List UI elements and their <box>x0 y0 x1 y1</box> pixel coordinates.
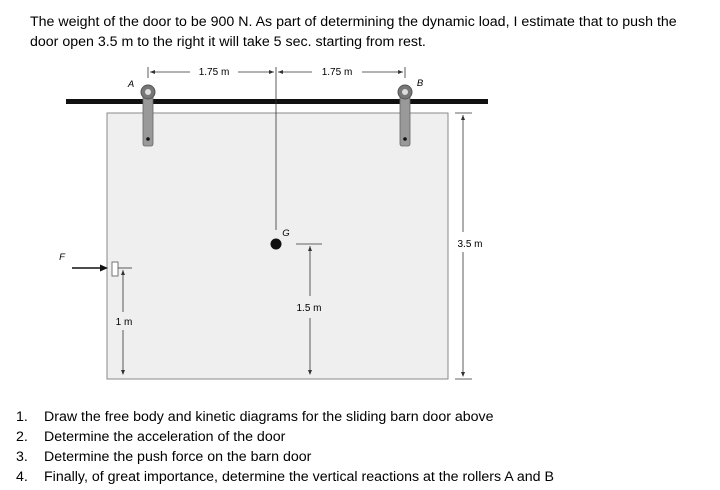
question-text: Draw the free body and kinetic diagrams for the sliding barn door above <box>44 409 494 425</box>
problem-line-2: door open 3.5 m to the right it will take 5 sec. starting from rest. <box>30 34 426 50</box>
force-height-label: 1 m <box>115 317 133 328</box>
dim-right-label: 1.75 m <box>321 67 353 78</box>
roller-a-label: A <box>127 79 135 90</box>
problem-line-1: The weight of the door to be 900 N. As part of determining the dynamic load, I estimate that to push the <box>30 14 677 30</box>
track-rail <box>66 99 488 104</box>
question-item <box>16 407 716 427</box>
question-number: 2. <box>16 429 28 445</box>
question-item <box>16 427 716 447</box>
center-of-gravity <box>271 239 282 250</box>
question-item <box>16 447 716 467</box>
question-text: Finally, of great importance, determine the vertical reactions at the rollers A and B <box>44 469 554 485</box>
cog-height-label: 1.5 m <box>296 303 322 314</box>
question-item <box>16 467 716 487</box>
question-text: Determine the push force on the barn door <box>44 449 312 465</box>
push-force-arrow <box>72 265 108 272</box>
push-handle <box>112 262 118 276</box>
door-height-label: 3.5 m <box>457 239 483 250</box>
question-number: 3. <box>16 449 28 465</box>
question-text: Determine the acceleration of the door <box>44 429 286 445</box>
question-number: 4. <box>16 469 28 485</box>
dim-left-label: 1.75 m <box>198 67 230 78</box>
roller-b <box>398 85 412 146</box>
force-label: F <box>59 252 65 263</box>
question-number: 1. <box>16 409 28 425</box>
cog-label: G <box>282 228 290 239</box>
roller-b-label: B <box>416 78 424 89</box>
roller-a <box>141 85 155 146</box>
question-list <box>16 407 716 487</box>
